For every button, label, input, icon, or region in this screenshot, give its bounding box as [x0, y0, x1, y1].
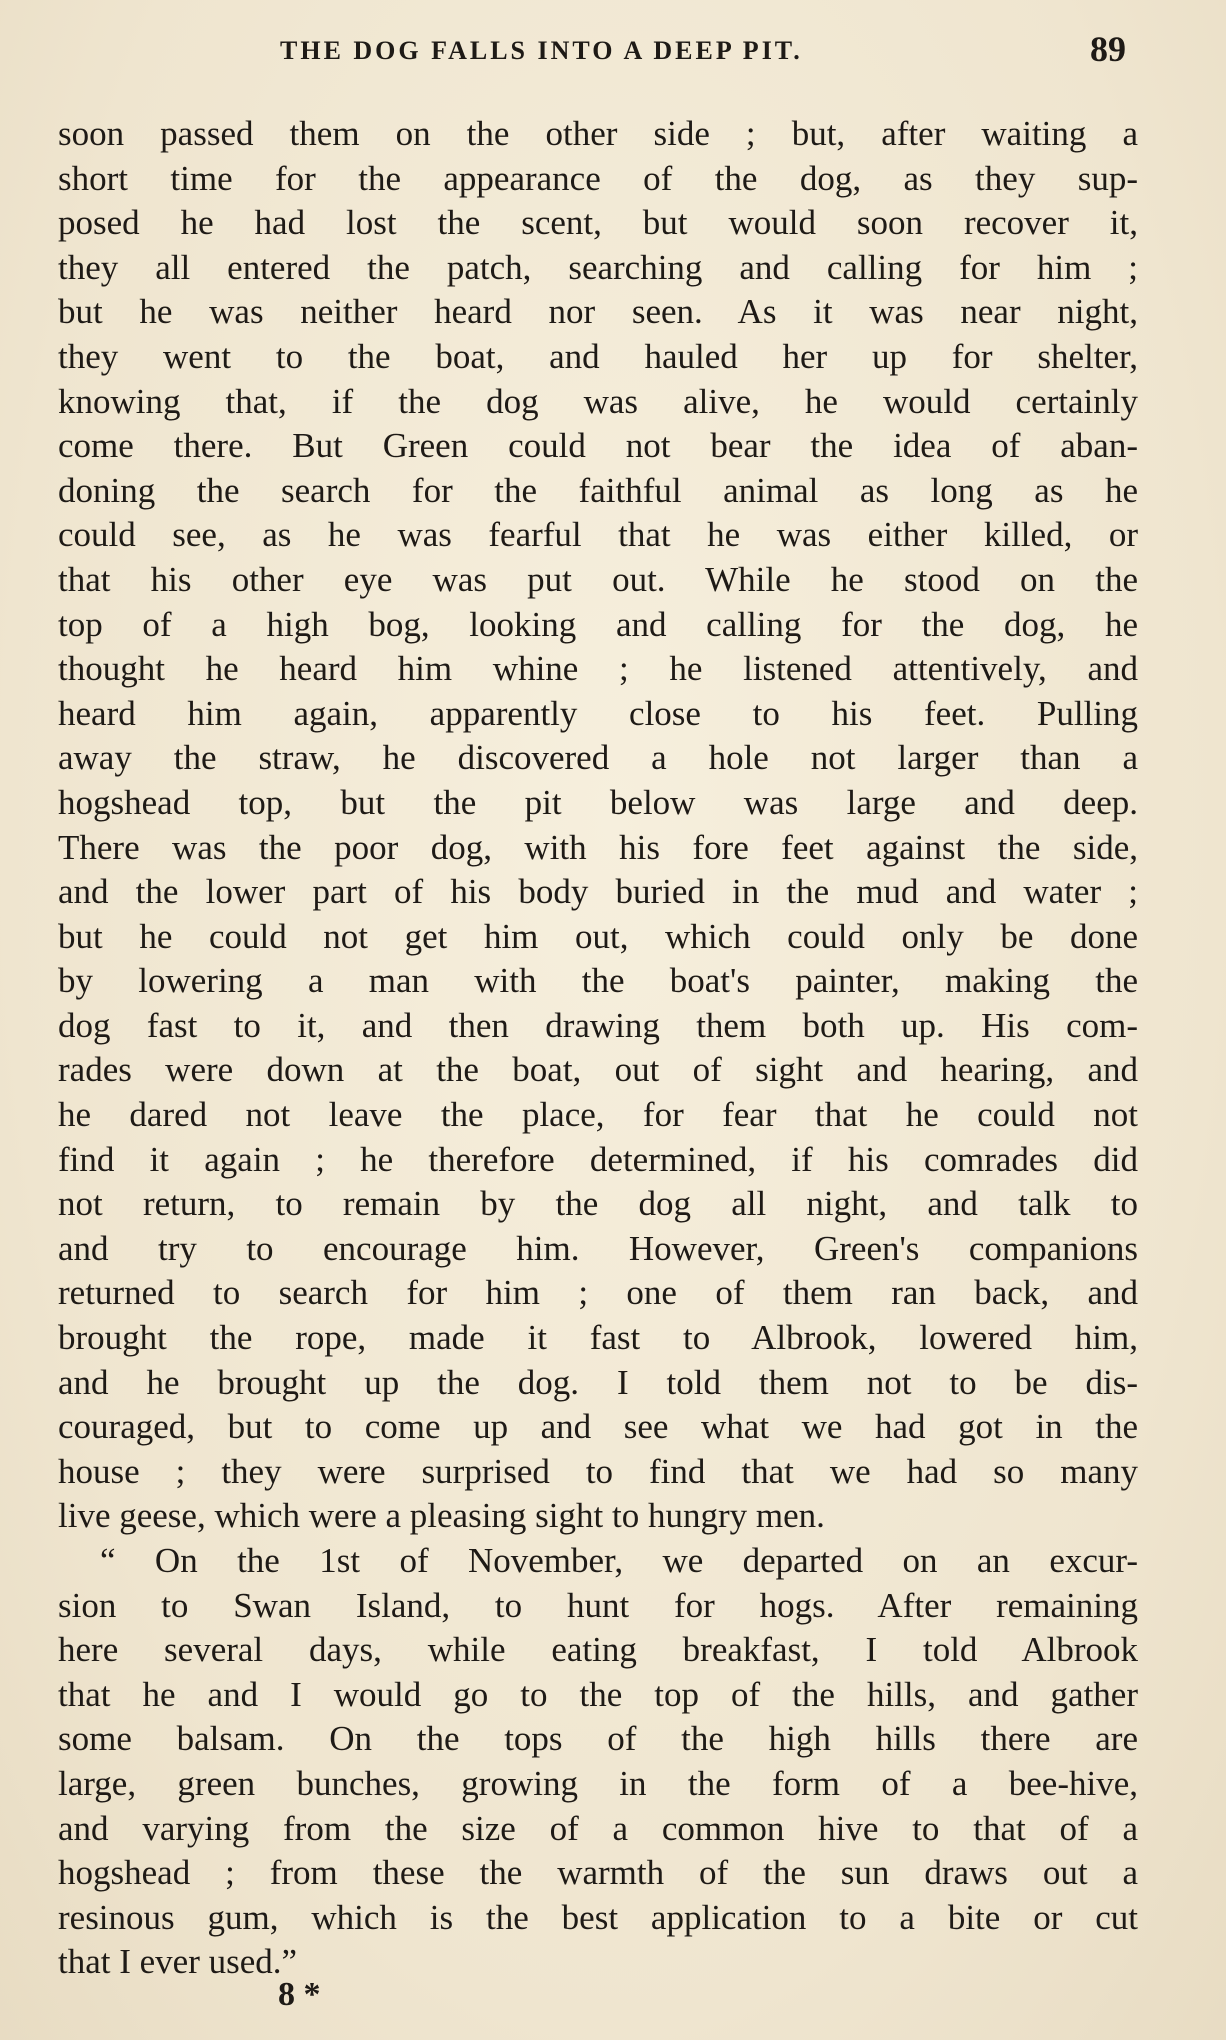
text-line: here several days, while eating breakfast, I told Albrook — [58, 1630, 1138, 1670]
text-line: house ; they were surprised to find that we had so many — [58, 1451, 1138, 1491]
text-line: There was the poor dog, with his fore feet against the side, — [58, 827, 1138, 867]
body-text — [58, 112, 1138, 1985]
text-line: find it again ; he therefore determined, if his comrades did — [58, 1139, 1138, 1179]
text-line: returned to search for him ; one of them ran back, and — [58, 1273, 1138, 1313]
text-line: rades were down at the boat, out of sight and hearing, and — [58, 1050, 1138, 1090]
text-line: and the lower part of his body buried in the mud and water ; — [58, 872, 1138, 912]
text-line: short time for the appearance of the dog, as they sup- — [58, 158, 1138, 198]
text-line: doning the search for the faithful animal as long as he — [58, 470, 1138, 510]
text-line: they went to the boat, and hauled her up for shelter, — [58, 336, 1138, 376]
text-line: could see, as he was fearful that he was either killed, or — [58, 515, 1138, 555]
text-line: some balsam. On the tops of the high hills there are — [58, 1719, 1138, 1759]
text-line: dog fast to it, and then drawing them both up. His com- — [58, 1005, 1138, 1045]
page-number: 89 — [1090, 29, 1126, 69]
text-line: and varying from the size of a common hive to that of a — [58, 1808, 1138, 1848]
text-line: that he and I would go to the top of the hills, and gather — [58, 1674, 1138, 1714]
text-line: posed he had lost the scent, but would soon recover it, — [58, 203, 1138, 243]
text-line: top of a high bog, looking and calling for the dog, he — [58, 604, 1138, 644]
text-line: resinous gum, which is the best application to a bite or cut — [58, 1897, 1138, 1937]
running-head: THE DOG FALLS INTO A DEEP PIT. — [280, 36, 803, 65]
text-line: heard him again, apparently close to his feet. Pulling — [58, 693, 1138, 733]
signature-mark: 8 * — [278, 1976, 321, 2013]
text-line: sion to Swan Island, to hunt for hogs. After remaining — [58, 1585, 1138, 1625]
text-line: he dared not leave the place, for fear that he could not — [58, 1095, 1138, 1135]
text-line: “ On the 1st of November, we departed on an excur- — [100, 1541, 1138, 1580]
text-line: hogshead top, but the pit below was large and deep. — [58, 782, 1138, 822]
text-line: large, green bunches, growing in the form of a bee-hive, — [58, 1763, 1138, 1803]
text-line: thought he heard him whine ; he listened attentively, and — [58, 649, 1138, 689]
text-line: that his other eye was put out. While he stood on the — [58, 559, 1138, 599]
text-line: by lowering a man with the boat's painter, making the — [58, 961, 1138, 1001]
text-line: couraged, but to come up and see what we had got in the — [58, 1407, 1138, 1447]
text-line: and he brought up the dog. I told them not to be dis- — [58, 1362, 1138, 1402]
text-line: hogshead ; from these the warmth of the sun draws out a — [58, 1853, 1138, 1893]
text-line: live geese, which were a pleasing sight to hungry men. — [58, 1496, 825, 1536]
text-line: away the straw, he discovered a hole not larger than a — [58, 738, 1138, 778]
text-line: come there. But Green could not bear the idea of aban- — [58, 426, 1138, 466]
text-line: that I ever used.” — [58, 1942, 298, 1982]
text-line: but he was neither heard nor seen. As it was near night, — [58, 292, 1138, 332]
text-line: brought the rope, made it fast to Albrook, lowered him, — [58, 1318, 1138, 1358]
text-line: not return, to remain by the dog all night, and talk to — [58, 1184, 1138, 1224]
text-line: and try to encourage him. However, Green's companions — [58, 1228, 1138, 1268]
text-line: knowing that, if the dog was alive, he would certainly — [58, 381, 1138, 421]
text-line: they all entered the patch, searching and calling for him ; — [58, 247, 1138, 287]
text-line: but he could not get him out, which could only be done — [58, 916, 1138, 956]
text-line: soon passed them on the other side ; but, after waiting a — [58, 114, 1138, 153]
